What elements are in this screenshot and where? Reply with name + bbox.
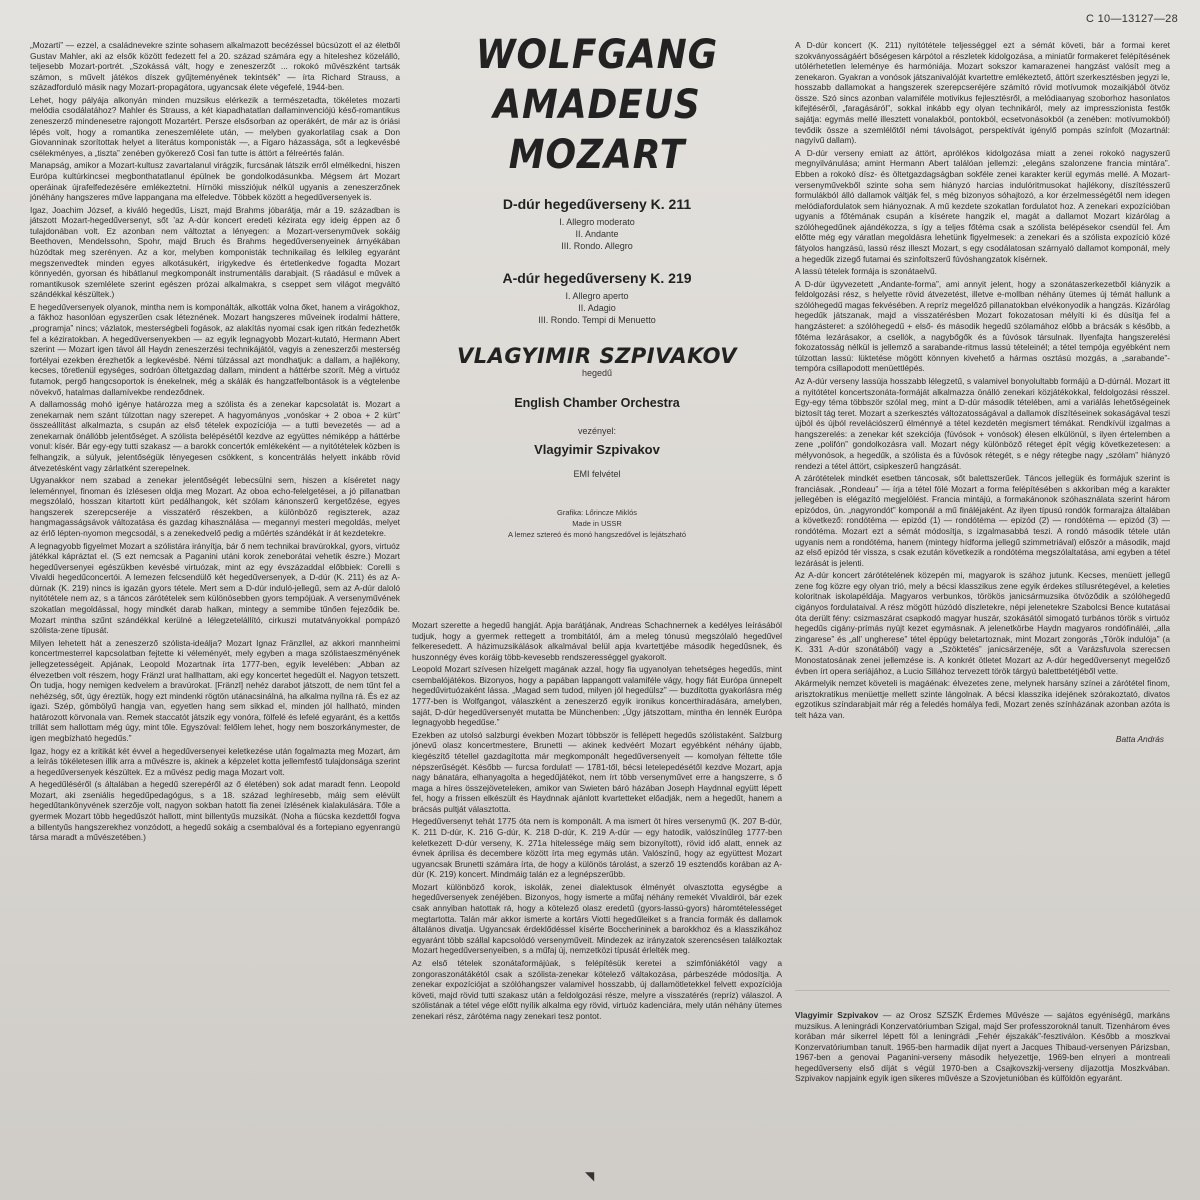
paragraph: A legnagyobb figyelmet Mozart a szólistára irányítja, bár ő nem technikai bravúrokkal, gyors, virtuóz játékkal kápráztat el. (S ezt nemcsak a Paganini utáni korok zeneborátai vehetik észre.) Mozart hegedűversenyei egészükben kevésbé virtuózak, mint az egy évszázaddal előbbiek: Corelli s Vivaldi hegedűconcertói. A lemezen felcsendülő két hegedűversenyek, a D-dúr (K. 211) és az A-dúrnak (K. 219) nincs is igazán gyors tétele. Mert sem a D-dúr induló-jellegű, sem az A-dúr daloló nyitótétele nem az, s a táncos zárótételek sem különösebben gyors tempójúak. A versenyművének szokatlan megoldással, hogy mindkét darab halkan, mintegy a semmibe tűnően fejeződik be. Mozart mintha szűnt szándékkal kerülné a lélegzetelállító, cirkuszi mutatványokkal pompázó szólista-zene típusát. bbox=[30, 540, 400, 636]
paragraph: Igaz, Joachim József, a kiváló hegedűs, Liszt, majd Brahms jóbarátja, már a 19. században is játszott Mozart-hegedűversenyt, sőt ’az A-dúr koncert eredeti kézirata egy ideig éppen az ő tulajdonában volt. Ez azonban nem változtat a lényegen: a Mozart-versenyművek sokáig Beethoven, Mendelssohn, Spohr, majd Bruch és Brahms hegedűversenyeinek árnyékában húzódtak meg szerényen. Az a kor, melyben komponisták technikailag és lelkileg egyaránt megszenvedtek minden egyes alkotásukért, irigykedve és értetlenkedve fogadta Mozart könnyedén, gyorsan és hibátlanul megkomponált instrumentális darabjait. (S ráadásul e művek a romantikusok szemlélete szerint egészen prózai alkalmakra, s cseppet sem világot megváltó szándékkal készültek.) bbox=[30, 204, 400, 300]
liner-notes-middle-column bbox=[412, 620, 782, 1160]
paragraph: Lehet, hogy pályája alkonyán minden muzsikus elérkezik a természetadta, tökéletes mozarti melódia csodálatához? Mahler és Strauss, a két kiapadhatatlan dallaminvenciójú késő-romantikus zeneszerző mindenesetre rajongott Mozartért. Persze elsősorban az operákért, de már az is óriási lépés volt, hogy a romantika zeneszemlélete után, — melyben gyakorlatilag csak a Don Giovanninak szorítottak helyet a literátus komponisták —, a Figaro házassága, sőt a legkevésbé csélekményes, a „tiszta” zenében gyökerező Così fan tutte is áttört a félreértés falán. bbox=[30, 94, 400, 158]
movement-item: III. Rondo. Tempi di Menuetto bbox=[538, 315, 656, 325]
right-column-paragraphs bbox=[795, 40, 1170, 720]
paragraph: Hegedűversenyt tehát 1775 óta nem is komponált. A ma ismert öt híres versenymű (K. 207 B-dúr, K. 211 D-dúr, K. 216 G-dúr, K. 218 D-dúr, K. 219 A-dúr — egy hatodik, valószínűleg 1777-ben keletkezett D-dúr verseny, K. 271a hitelessége máig sem bizonyított), rövid idő alatt, ennek az évnek áprilisa és decembere között írta meg egymás után. Valószínű, hogy az együttest Mozart ugyancsak Brunetti számára írta, de hogy a különös tárolást, a szerző 19 esztendős korában az A-dúr (K. 219) koncert. Mindmáig talán ez a legnépszerűbb. bbox=[412, 816, 782, 880]
composer-line: MOZART bbox=[508, 132, 686, 178]
paragraph: A hegedűléséről (s általában a hegedű szerepéről az ő életében) sok adat maradt fenn. Leopold Mozart, aki zseniális hegedűpedagógus, s a 18. század leghíresebb, máig sem elévült hegedűtankönyvének szerzője volt, nagyon sokban hatott fia zenei ízlésének kialakulására. Tőle a gyermek Mozart több hegedűszót hallott, mint billentyűs muzsikát. (Noha a fiúcska kezdettől fogva a billentyűs hangszerekhez vonzódott, a hegedű sokáig a csembalóval és a fortepiano egyenrangú társa maradt a művészetében.) bbox=[30, 779, 400, 843]
soloist-name: VLAGYIMIR SZPIVAKOV bbox=[457, 344, 737, 368]
paragraph: „Mozarti” — ezzel, a családnevekre szinte sohasem alkalmazott becézéssel búcsúzott el az életből Gustav Mahler, aki az elsők között fedezett fel a 20. század számára egy a hiteleshez közelálló, teljesebb Mozart-portrét. „Szokássá vált, hogy e zeneszerzőt ... rokokó művészként tartsák számon, s művelt játékos díszek gyűjteményének tekintsék” — írta Richard Strauss, a századforduló másik nagy Mozart-propagátora, ugyancsak élete végefelé, 1944-ben. bbox=[30, 40, 400, 93]
composer-line: WOLFGANG bbox=[475, 32, 719, 78]
composer-name bbox=[412, 30, 782, 180]
credit-line: Grafika: Lőrincze Miklós bbox=[556, 508, 638, 517]
section-divider bbox=[795, 990, 1170, 991]
catalog-number: C 10—13127—28 bbox=[1086, 13, 1178, 25]
paragraph: A D-dúr verseny emiatt az áttört, aprólékos kidolgozása miatt a zenei rokokó nagyszerű megnyilvánulása; amint Hermann Abert találóan jellemzi: „elegáns szalonzene francia mintára”. Ebben a rokokó dísz- és öltetgazdagságban sokféle zenei karakter kerül egymás mellé. A Mozart-versenyművekből szinte soha sem hiányzó harcias indulóritmusokat hajlékony, díszítésszerű formulákból álló dallamok váltják fel, s még bizonyos sóhajtozó, a kor érzelmességétől nem idegen melódiafordulatok sem hiányoznak. A mű kezdete szokatlan fordulatot hoz. A zenekari expozícióban ugyanis a főtémának csupán a kísérete hangzik el, magát a dallamot Mozart kizárólag a szólóhegedűnek ajándékozza, s így a teljes főtéma csak a szólista belépésekor csendül fel. Ám előtte még egy váratlan megoldásra lehetünk figyelmesek: a zenekari és a szólista expozíció közé fátyolos hangzású, lassú rész illeszt Mozart, s egy csodálatosan szárnyaló dallamot komponál, mely a hegedűk zizegő futamai és szinfoltszerű fúvóshangzatok kísérnek. bbox=[795, 147, 1170, 264]
work-title-k219: A-dúr hegedűverseny K. 219 bbox=[502, 270, 692, 286]
paragraph: Milyen lehetett hát a zeneszerző szólista-ideálja? Mozart Ignaz Fränzllel, az akkori mannheimi koncertmesterrel kapcsolatban fejtette ki véleményét, mely egyben a maga szólistaeszményének jellegzetességeit. Apjának, Leopold Mozartnak írta 1777-ben, egyik levelében: „Abban az élvezetben volt részem, hogy Fränzl urat hallhattam, aki egy koncertet hegedült el. Nagyon tetszett. Ön tudja, hogy nemigen kedvelem a bravúrokat. [Fränzl] nehéz darabot játszott, de nem tűnt fel a nehézség, sőt, úgy éreztük, hogy ezt mindenki rögtön utánacsinálná, ha alkalma nyílna rá. És ez az igazi. Szép, gömbölyű hangja van, egyetlen hang sem sikkad el, minden jól hallható, minden határozott körvonala van. Remek staccatót játszik egy vonóra, fölfelé és lefelé egyaránt, és a kettős trillát sem hallottam még úgy, mint tőle. Egyszóval: felőlem lehet, hogy nem boszorkánymester, de igen megbízható hegedűs.” bbox=[30, 637, 400, 743]
paragraph: Mozart különböző korok, iskolák, zenei dialektusok élményét olvasztotta egységbe a hegedűversenyek zenéjében. Bizonyos, hogy ismerte a műfaj néhány remekét Vivaldiról, bár ezek csak annyiban hatottak rá, hogy a kötelező olasz eredetű (gyors-lassú-gyors) háromtételességet megtartotta. Talán már akkor ismerte a kortárs Viotti hegedűleiket s a francia formák és dallamok általános divatja. Ugyancsak érdeklődéssel kísérte Boccherininek a barokkhoz és a klasszikához egyaránt több szállal kapcsolódó versenyműveit. Mindezek az irányzatok szerencsésen találkoztak Mozart hegedűversenyeiben, s a műfaj új, nemzetközi típusát érlelték meg. bbox=[412, 881, 782, 956]
movement-item: III. Rondo. Allegro bbox=[561, 241, 633, 251]
paragraph: Ezekben az utolsó salzburgi években Mozart többször is fellépett hegedűs szólistaként. Salzburg jónevű olasz koncertmestere, Brunetti — akinek kedvéért Mozart egyébként néhány újabb, kiegészítő tétellel gazdagította már megkomponált hegedűversenyeit — komolyan féltette tőle népszerűségét. Később — furcsa fordulat! — 1781-től, bécsi letelepedésétől kezdve Mozart, apja nagy bánatára, elhanyagolta a hegedűjátékot, nem írt több versenyművet erre a hangszerre, s ő maga a híres összejöveteleken, amikor van Swieten báró házában Joseph Haydnnal együtt lépett fel, hogy a frissen elkészült és Haydnnak ajánlott kvartetteket előadják, nem a hegedűt, hanem a brácsás pultját választotta. bbox=[412, 729, 782, 814]
liner-notes-right-column bbox=[795, 40, 1170, 745]
soloist-role: hegedű bbox=[581, 368, 613, 378]
title-block bbox=[412, 30, 782, 540]
paragraph: Az A-dúr koncert zárótételének közepén mi, magyarok is szához jutunk. Kecses, menüett jellegű zene fog közre egy olyan trió, mely a bécsi klasszikus zene egyik érdekes stílusrétegével, a keleties koloritnak iskolapéldája. Magyaros verbunkos, törökös janicsármuzsika ötvöződik a szólóhegedű cigányos fordulataival. A rész mögött húzódó díszletekre, népi jelenetekre Szabolcsi Bence kutatásai óta derült fény: csizmaszárat csapkodó magyar huszár, szokásától simogató turbános török s virtuóz hegedűs cigány-prímás nyújt kezet egymásnak. A jelenetkörbe Haydn magyaros rondófináléi, „alla zingarese” és „all’ ungherese” tétel éppúgy beletartoznak, mint Mozart zongorás „Török indulója” (a K. 331 A-dúr szonátából) vagy a „Szöktetés” janicsárzenéje, sőt a Varázsfuvola szerecsen Monostatosának zenei jellemzése is. A konkrét ötletet Mozart az A-dúr hegedűversenyt megelőző évben írt opera seriájához, a Lucio Sillához tervezett török tárgyú balettbetétjéből vette. bbox=[795, 570, 1170, 676]
label-logo-icon: ◥ bbox=[585, 1169, 595, 1183]
composer-line: AMADEUS bbox=[493, 82, 701, 128]
bio-text: — az Orosz SZSZK Érdemes Művésze — sajátos egyéniségű, markáns muzsikus. A leningrádi Konzervatóriumban Szigal, majd Ser professzoroknál tanult. Tizenhárom éves korában már sikerrel lépett föl a leningrádi „Fehér éjszakák”-fesztiválon. Később a moszkvai Konzervatóriumban tanult. 1965-ben harmadik díjat nyert a Jacques Thibaud-versenyen Párizsban, 1967-ben a genovai Paganini-verseny második helyezettje, 1969-ben elnyeri a montreali hegedűverseny első díját s végül 1970-ben a Csajkovszkij-verseny díjazottja Moszkvában. Szpivakov napjaink egyik igen sikeres művésze a Szovjetunióban és külföldön egyaránt. bbox=[795, 1010, 1170, 1084]
credit-line: Made in USSR bbox=[572, 519, 622, 528]
conductor-name: Vlagyimir Szpivakov bbox=[534, 442, 660, 457]
work-title-k211: D-dúr hegedűverseny K. 211 bbox=[502, 196, 692, 212]
paragraph: A dallamosság mohó igénye határozza meg a szólista és a zenekar kapcsolatát is. Mozart a zenekarnak nem szánt túlzottan nagy szerepet. A hagyományos „vonóskar + 2 oboa + 2 kürt” összeállítást alkalmazta, s csupán az első tételek expozíciója — a tutti bevezetés — ad a zenekarnak önállóbb jelentőséget. A szólista belépésétől kezdve az együttes némiképp a háttérbe vonul: kísér. Bár egy-egy tutti szakasz — a barokk concertók emlékeként — a nyitótételek közben is felhangzik, a súlyuk, jelentőségük lényegesen csökkent, s koncentrálás helyett inkább rövid átvezetésként vagy zárlatként szerepelnek. bbox=[30, 399, 400, 473]
bio-name: Vlagyimir Szpivakov bbox=[795, 1010, 879, 1020]
paragraph: A D-dúr koncert (K. 211) nyitótétele teljességgel ezt a sémát követi, bár a formai keret szokványosságáért bőségesen kárpótol a részletek kidolgozása, a miniatűr formakeret felépítésének utólérhetetlen leleménye és harmóniája. Mozart sokszor kamarazenei hangzást valósít meg a zenekaron. Gyakran a vonósok játszanivalóját kvartettre emlékeztető, áttört szerkesztésben jegyzi le, hosszabb dallamokat a hangszerek szerepcseréjére számító rövid motívumok mozaikjából ötvöz össze. Szó sincs azonban valamiféle motivikus fejlesztésről, a melódiaanyag szoborhoz hasonlatos kifejtéséről, „faragásáról”, sokkal inkább egy olyan technikáról, mely az impresszionista festők sajátja: egymás mellé illesztett vonalakból, pontokból, ecsetvonásokból (a zenében: motívumokból) tevődik össze a szemlélőtől némi távolságot, perspektívát igénylő pompás színfolt (Mozartnál: nagyívű dallam). bbox=[795, 40, 1170, 146]
soloist-biography bbox=[795, 1010, 1170, 1170]
paragraph: E hegedűversenyek olyanok, mintha nem is komponálták, alkották volna őket, hanem a virágokhoz, a fákhoz hasonlóan egyszerűen csak léteznének. Mozart hangszeres műveinek irodalmi háttere, „programja” nincs; vázlatok, mesterségbeli fogások, az alakítás nyomai csak igen ritkán fedezhetők fel a kéziratokban. A hegedűversenyekben — az egyik legnagyobb Mozart-kutató, Hermann Abert szerint — Mozart igen távol áll Haydn zeneszerzési technikájától, vagyis a zeneszerzői mesterség fortélyai ezekben érezhetők a legkevésbé. Némi túlzással azt mondhatjuk: a dallam, a hajlékony, kecses, töretlenül egységes, sodróan öltetgazdag dallam, mindent a háttérbe szorít. Még a virtuóz futamok, pergő hangcsoportok is énekelnek, még a skálák és hangzatfelbontások is a végtelenbe növekvő, hatalmas dallamívekbe rendeződnek. bbox=[30, 301, 400, 397]
conductor-label: vezényel: bbox=[577, 426, 617, 436]
bio-paragraph bbox=[795, 1010, 1170, 1084]
paragraph: Mozart szerette a hegedű hangját. Apja barátjának, Andreas Schachnernek a kedélyes leírásából tudjuk, hogy a gyermek rettegett a trombitától, ám a meleg tónusú megszólaló hegedűvel felkeresedett. A házimuzsikálások alkalmával belül apja kvartettjébe második hegedűsnek, és huszonnégy éves koráig több-kevesebb rendszerességgel gyakorolt. bbox=[412, 620, 782, 662]
paragraph: Leopold Mozart szívesen hízelgett magának azzal, hogy fia ugyanolyan tehetséges hegedűs, mint csembalójátékos. Bizonyos, hogy a papában lappangott valamiféle vágy, hogy fiát Európa ünnepelt hegedűvirtuózaként lássa. „Magad sem tudod, milyen jól hegedülsz” — buzdította gyakorlásra még 1777-ben is Wolfgangot, válaszként a zeneszerző egyik ironikus koncerthiradására, amelyben, saját, D-dúr hegedűversenyét mutatta be Münchenben: „Úgy játszottam, mintha én lennék Európa legnagyobb hegedűse.” bbox=[412, 664, 782, 728]
author-signature: Batta András bbox=[1115, 734, 1164, 745]
credit-line: A lemez sztereó és monó hangszedővel is lejátszható bbox=[507, 530, 686, 539]
movement-item: II. Adagio bbox=[578, 303, 616, 313]
production-credits bbox=[412, 507, 782, 540]
orchestra-name: English Chamber Orchestra bbox=[514, 396, 680, 410]
paragraph: Az első tételek szonátaformájúak, s felépítésük keretei a szimfóniákétól vagy a zongoraszonátákétól csak a szólista-zenekar kötelező váltakozása, párbeszéde módosítja. A zenekar expozíciójat a szólóhangszer valamivel hosszabb, új dallamötletekkel felvett expozíciója követi, majd rövid tutti szakasz után a feldolgozási része, melyre a visszatérés (repríz) válaszol. A szólistának a tétel vége előtt nyílik alkalma egy rövid, virtuóz kadenciára, mely után néhány ütemes zenekari rész, zárótéma nagy zenekari tesz pontot. bbox=[412, 957, 782, 1021]
paragraph: Manapság, amikor a Mozart-kultusz zavartalanul virágzik, furcsának látszik erről elmélkedni, hiszen Európa kultúrkincsei megbonthatatlanul épülnek be gondolkodásunkba. Mégsem árt Mozart operáinak újrafelfedezésére emlékeztetni. Hírnöki missziójuk nélkül ugyanis a zeneszerzőnek jónéhány hangszeres műve lappangana ma elfeledve. Többek között a hegedűversenyek is. bbox=[30, 160, 400, 203]
recording-label: EMI felvétel bbox=[573, 469, 621, 479]
liner-notes-left-column bbox=[30, 40, 400, 1165]
paragraph: Akármelyik nemzet követeli is magáénak: élvezetes zene, melynek harsány színei a zárótétel finom, arisztokratikus menüettje mellett szinte lángolnak. A bécsi klasszika idejének szórakoztató, divatos egzotikus színdarabjait már rég a feledés homálya fedi, Mozart zenés színházának azonban azóta is telt háza van. bbox=[795, 678, 1170, 720]
paragraph: Az A-dúr verseny lassúja hosszabb lélegzetű, s valamivel bonyolultabb formájú a D-dúrnál. Mozart itt a nyitótétel koncertszonáta-formáját alkalmazza önálló zenekari közjátékokkal, feldolgozási résszel. Egy-egy téma többször szólal meg, mint a D-dúr második tételében, ami a variálás lehetőségeinek biztosít tág teret. Mozart a szerkesztés változatosságával a dallamok díszítéseinek sokaságával teszi újból és újból revelációszerű élménnyé a tétel kezdetén megismert témákat. Rendkívül izgalmas a hangszerelés: a zenekar két szekciója (fúvósok + vonósok) élesen elkülönül, s ilyen értelemben a zene „polifón” gondolkozásra vall. Mozart négy különböző réteget épít végig következetesen: a mélyvonósok, a hegedűk, a szólista és a fúvósok rétegét, s e négy rétegbe nagy „szólam” hiányzó rendezi a tétel áttört, csipkeszerű hangzását. bbox=[795, 375, 1170, 471]
paragraph: A D-dúr ügyvezetett „Andante-forma”, ami annyit jelent, hogy a szonátaszerkezetből kiányzik a feldolgozási rész, s helyette rövid átvezetést, illetve e-mollban néhány ütemes új témát hallunk a szólóhegedű magas fekvésében. A repríz megelőző pillanatokban elvékonyodik a hangzás. Kizárólag hegedűk játszanak, majd a visszatérésben Mozart fokozatosan mélyíti ki és dúsítja fel a hangzásteret: a szólóhegedű + első- és második hegedű szólamához előbb a brácsák s később, a főtéma lezárásakor, a csellók, a nagybőgők és a fúvósok társulnak. Ilyenfajta hangszerelési fokozatosság nélkül is jellemző a sarabande-ritmus lassú tételeinél; a tétel tempója egyébként nem túlzottan lassú: lüktetése mögött könnyen kivehető a hármas osztású mozgás, a „sarabande”-tempóra csillapodott menüettlépés. bbox=[795, 278, 1170, 374]
paragraph: Igaz, hogy ez a kritikát két évvel a hegedűversenyei keletkezése után fogalmazta meg Mozart, ám a leírás tökéletesen illik arra a művészre is, akinek a képzelet kotta jellemfestő tulajdonsága szerint a hegedűversenyek készültek. Ez a művész pedig maga Mozart volt. bbox=[30, 745, 400, 777]
paragraph: Ugyanakkor nem szabad a zenekar jelentőségét lebecsülni sem, hiszen a kíséretet nagy leleménnyel, finoman és ízlésesen oldja meg Mozart. Az oboa echo-felelgetései, a jó pillanatban megszólaló, hosszan kitartott kürt pedálhangok, két szólam kánonszerű kergetőzése, egyes hangszerek szerepcseréje a visszatérő részekben, a különböző regiszterek, azaz hangmagasságsávok változatása és gazdag kihasználása — megannyi mesteri megoldás, melyet az érlő lépten-nyomon megcsodál, s a zenekedvelő pedig a műértés szándékát ír át kezdetekre. bbox=[30, 475, 400, 539]
paragraph: A zárótételek mindkét esetben táncosak, sőt balettszerűek. Táncos jellegük és formájuk szerint is franciásak. „Rondeau” — írja a tétel fölé Mozart a forma felépítésében s akkoriban még a karakter jellegében is elégazító megjelölést. Francia mintájú, a formakánonok szóhasználata szerint három epizódos, ún. „nagyrondót” komponál a mű fináléjaként. Az ilyen típusú rondók formarajza általában a következő: rondótéma — epizód (1) — rondótéma — epizód (2) — rondótéma — epizód (3) — rondótéma. Mozart ezt a sémát módosítja, s izgalmasabbá teszi. A rondó második tétele után ugyanis nem a rondótéma, hanem (mintegy hídforma jellegű szimmetriával) először a második, majd az első epizód tér vissza, s csak ezután következik a rondótéma megszólaltatása, ami egyben a tétel lezárását is jelenti. bbox=[795, 473, 1170, 568]
paragraph: A lassú tételek formája is szonátaelvű. bbox=[795, 266, 937, 277]
movement-list-k211 bbox=[412, 216, 782, 252]
movement-item: I. Allegro aperto bbox=[565, 291, 629, 301]
movement-item: II. Andante bbox=[575, 229, 619, 239]
movement-item: I. Allegro moderato bbox=[559, 217, 635, 227]
movement-list-k219 bbox=[412, 290, 782, 326]
